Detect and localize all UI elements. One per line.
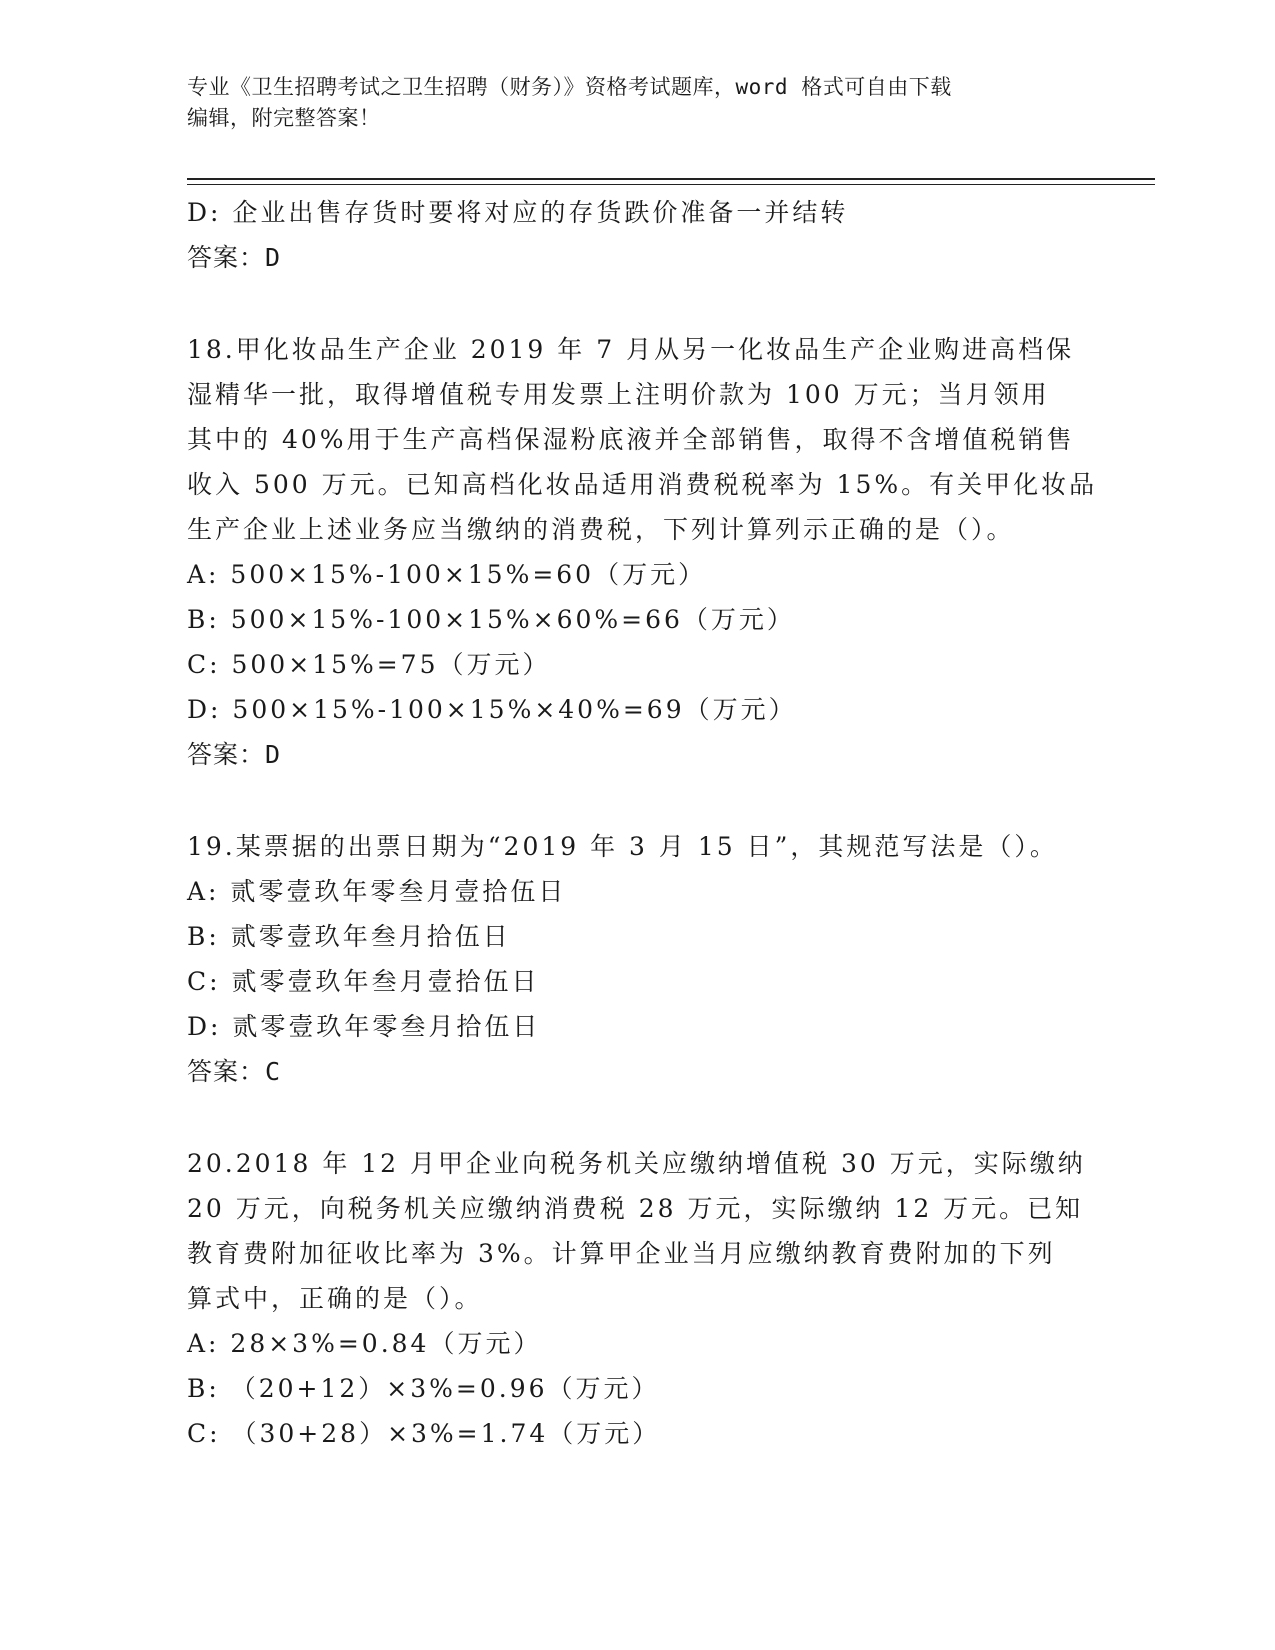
- spacer: [187, 1094, 1087, 1141]
- option-c: C: （30+28）×3%=1.74（万元）: [187, 1419, 661, 1448]
- header-rule-thin: [187, 184, 1155, 185]
- question-stem-line: 生产企业上述业务应当缴纳的消费税，下列计算列示正确的是（）。: [187, 515, 1015, 544]
- spacer: [187, 777, 1087, 824]
- option-c: C: 500×15%=75（万元）: [187, 650, 551, 679]
- question-stem-line: 收入 500 万元。已知高档化妆品适用消费税税率为 15%。有关甲化妆品: [187, 470, 1098, 499]
- header-rule-thick: [187, 178, 1155, 180]
- option-a: A: 500×15%-100×15%=60（万元）: [187, 560, 707, 589]
- previous-question-tail: [187, 190, 1087, 280]
- header-line-2: 编辑，附完整答案！: [187, 106, 381, 130]
- answer-line: 答案：D: [187, 740, 282, 769]
- option-b: B: 贰零壹玖年叁月拾伍日: [187, 922, 511, 951]
- document-header: [187, 72, 1087, 134]
- question-stem-line: 其中的 40%用于生产高档保湿粉底液并全部销售，取得不含增值税销售: [187, 425, 1075, 454]
- question-18: [187, 327, 1098, 777]
- option-d: D: 贰零壹玖年零叁月拾伍日: [187, 1012, 541, 1041]
- document-body: [187, 190, 1098, 1456]
- question-stem-line: 湿精华一批，取得增值税专用发票上注明价款为 100 万元；当月领用: [187, 380, 1050, 409]
- option-d: D: 500×15%-100×15%×40%=69（万元）: [187, 695, 797, 724]
- option-c: C: 贰零壹玖年叁月壹拾伍日: [187, 967, 540, 996]
- spacer: [187, 280, 1087, 327]
- option-d: D: 企业出售存货时要将对应的存货跌价准备一并结转: [187, 198, 849, 227]
- question-stem-line: 20.2018 年 12 月甲企业向税务机关应缴纳增值税 30 万元，实际缴纳: [187, 1149, 1086, 1178]
- header-line-1: 专业《卫生招聘考试之卫生招聘（财务）》资格考试题库，word 格式可自由下载: [187, 75, 952, 99]
- answer-line: 答案：D: [187, 243, 282, 272]
- answer-line: 答案：C: [187, 1057, 282, 1086]
- question-stem-line: 20 万元，向税务机关应缴纳消费税 28 万元，实际缴纳 12 万元。已知: [187, 1194, 1084, 1223]
- question-stem-line: 18.甲化妆品生产企业 2019 年 7 月从另一化妆品生产企业购进高档保: [187, 335, 1075, 364]
- question-19: [187, 824, 1087, 1094]
- option-a: A: 贰零壹玖年零叁月壹拾伍日: [187, 877, 567, 906]
- question-stem-line: 19.某票据的出票日期为“2019 年 3 月 15 日”，其规范写法是（）。: [187, 832, 1058, 861]
- question-20: [187, 1141, 1087, 1456]
- option-b: B: （20+12）×3%=0.96（万元）: [187, 1374, 660, 1403]
- question-stem-line: 教育费附加征收比率为 3%。计算甲企业当月应缴纳教育费附加的下列: [187, 1239, 1056, 1268]
- option-b: B: 500×15%-100×15%×60%=66（万元）: [187, 605, 795, 634]
- question-stem-line: 算式中，正确的是（）。: [187, 1284, 483, 1313]
- option-a: A: 28×3%=0.84（万元）: [187, 1329, 542, 1358]
